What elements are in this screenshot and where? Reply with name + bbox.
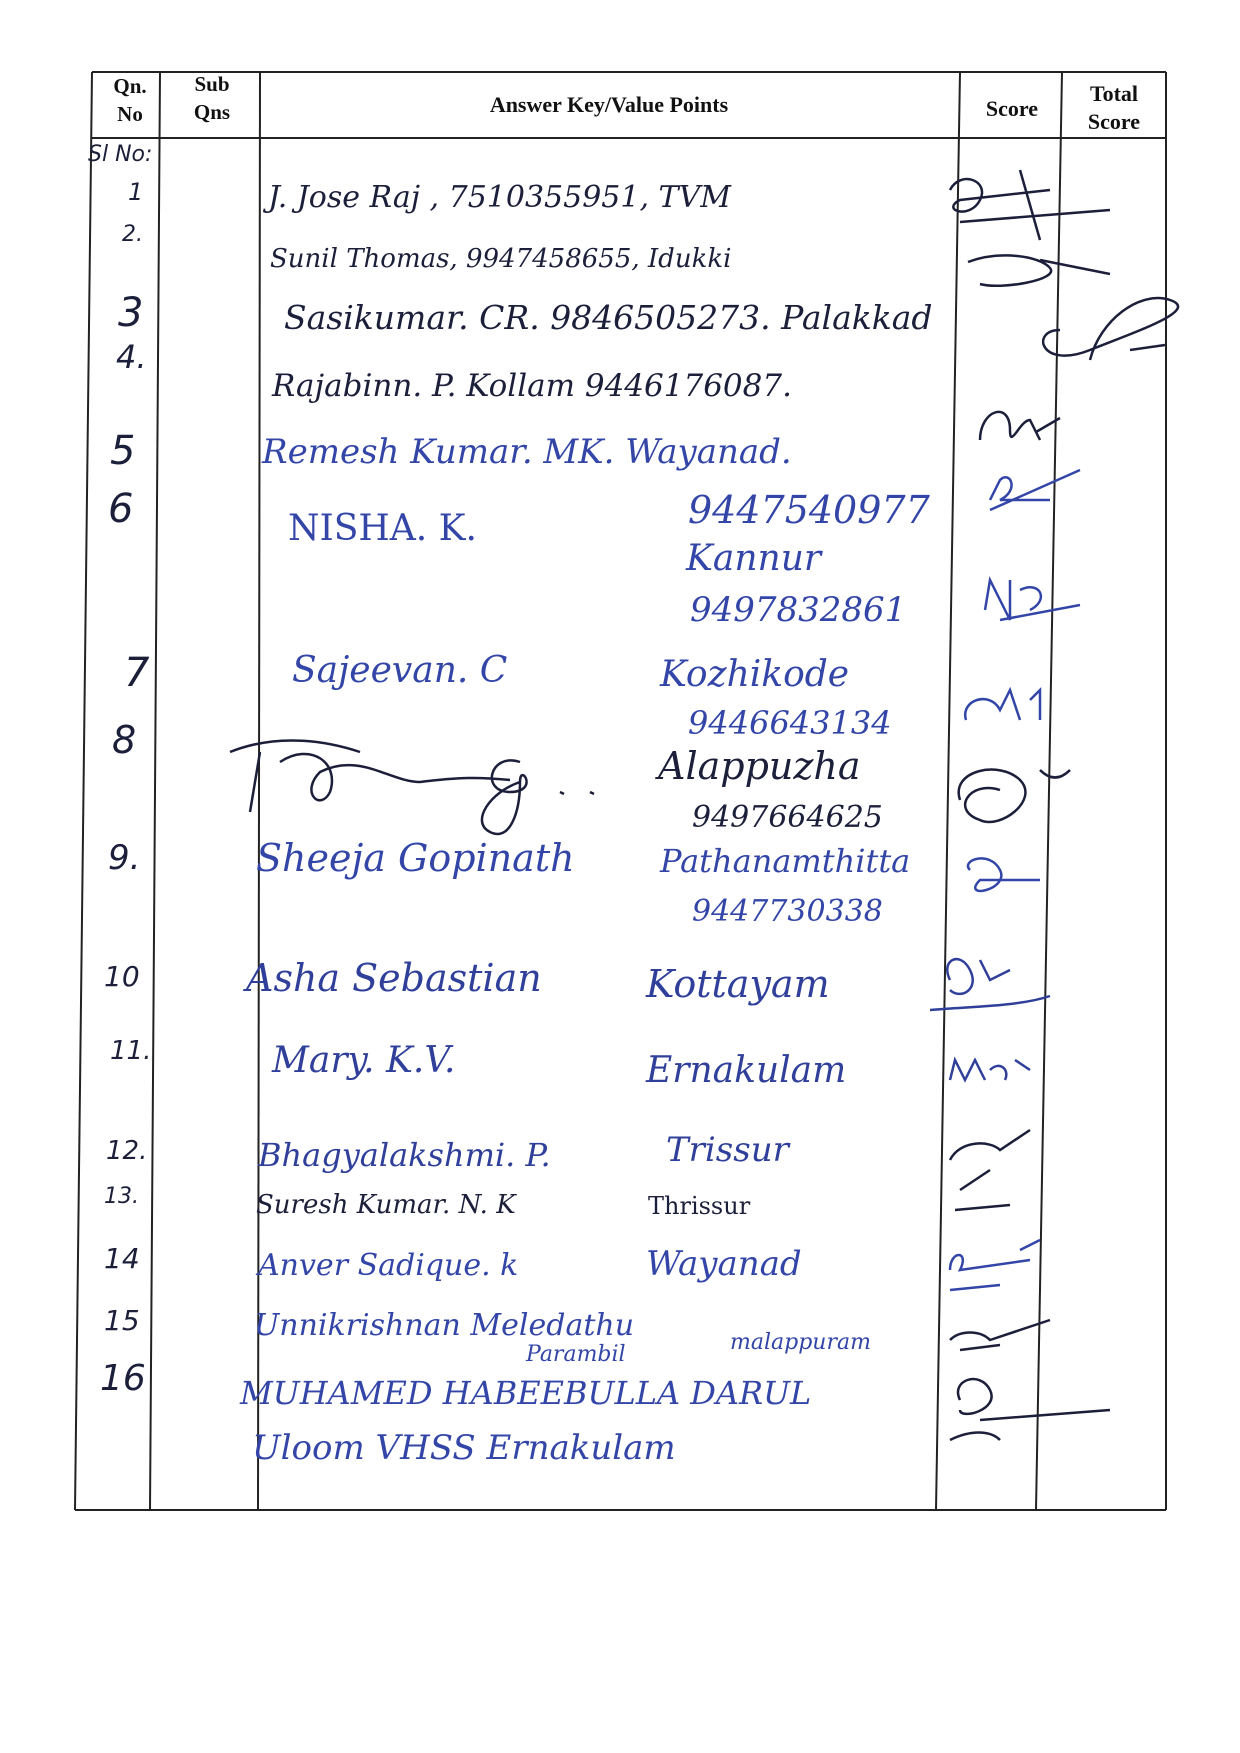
entry-4-text: Rajabinn. P. Kollam 9446176087.: [272, 368, 792, 404]
entry-11-name: Mary. K.V.: [272, 1040, 456, 1081]
row-num-9: 9.: [108, 838, 141, 878]
entry-6-place: Kannur: [686, 538, 822, 579]
entry-6-phone: 9497832861: [690, 590, 907, 630]
entry-15-name: Unnikrishnan Meledathu: [254, 1308, 635, 1343]
entry-15-sub: Parambil: [526, 1342, 626, 1367]
row-num-13: 13.: [104, 1184, 139, 1209]
entry-14-place: Wayanad: [646, 1244, 802, 1284]
signature-3: [1043, 298, 1178, 360]
entry-6-name: NISHA. K.: [288, 508, 477, 549]
signature-10: [930, 959, 1050, 1010]
signature-1: [950, 170, 1110, 240]
entry-13-name: Suresh Kumar. N. K: [256, 1190, 516, 1220]
entry-9-name: Sheeja Gopinath: [256, 836, 575, 880]
entry-10-name: Asha Sebastian: [246, 956, 542, 1000]
signature-9: [968, 858, 1040, 890]
signature-6: [985, 580, 1080, 620]
entry-7-place: Kozhikode: [660, 654, 850, 695]
row-num-12: 12.: [106, 1136, 148, 1166]
header-sub-qns-line2: Qns: [193, 100, 231, 124]
entry-12-name: Bhagyalakshmi. P.: [258, 1136, 551, 1174]
row-num-2: 2.: [122, 222, 143, 247]
row-num-5: 5: [110, 428, 136, 474]
entry-14-name: Anver Sadique. k: [258, 1248, 519, 1283]
signature-7: [965, 690, 1040, 720]
signature-12: [950, 1130, 1030, 1210]
header-total-score-line1: Total: [1089, 81, 1139, 106]
header-qn-no-line2: No: [117, 102, 143, 126]
entry-3-text: Sasikumar. CR. 9846505273. Palakkad: [284, 298, 933, 337]
header-qn-no-line1: Qn.: [113, 74, 147, 98]
entry-10-place: Kottayam: [646, 962, 830, 1006]
header-answer-key: Answer Key/Value Points: [489, 92, 729, 117]
row-num-6: 6: [108, 486, 134, 532]
entry-1-text: J. Jose Raj , 7510355951, TVM: [268, 180, 731, 215]
row-num-4: 4.: [116, 338, 147, 376]
row-num-10: 10: [104, 960, 140, 993]
header-sub-qns-line1: Sub: [194, 72, 230, 96]
entry-16-line2: Uloom VHSS Ernakulam: [252, 1428, 676, 1468]
entry-13-place: Thrissur: [648, 1192, 751, 1220]
entry-6-phone-top: 9447540977: [688, 488, 930, 532]
entry-5-text: Remesh Kumar. MK. Wayanad.: [262, 432, 792, 472]
signature-5: [990, 470, 1080, 510]
row-num-14: 14: [104, 1242, 140, 1275]
entry-16-line1: MUHAMED HABEEBULLA DARUL: [240, 1374, 812, 1412]
sl-no-label: Sl No:: [88, 142, 153, 167]
entry-2-text: Sunil Thomas, 9947458655, Idukki: [270, 244, 732, 274]
signature-2: [968, 255, 1110, 285]
entry-11-place: Ernakulam: [646, 1050, 847, 1091]
row-num-1: 1: [128, 178, 144, 206]
entry-9-phone: 9447730338: [692, 894, 883, 929]
entry-7-name: Sajeevan. C: [292, 650, 508, 691]
entry-15-place: malappuram: [730, 1330, 871, 1355]
header-score: Score: [985, 96, 1039, 121]
row-num-11: 11.: [110, 1036, 152, 1066]
header-total-score-line2: Score: [1087, 109, 1141, 134]
row-num-3: 3: [118, 290, 144, 336]
signature-8: [959, 770, 1070, 822]
row-num-15: 15: [104, 1304, 140, 1337]
signature-11: [950, 1060, 1030, 1080]
signature-13: [950, 1240, 1040, 1290]
signature-15: [950, 1379, 1110, 1440]
entry-8-place: Alappuzha: [658, 744, 861, 788]
signature-14: [950, 1320, 1050, 1350]
signature-4: [980, 412, 1060, 440]
entry-12-place: Trissur: [666, 1130, 789, 1170]
entry-9-place: Pathanamthitta: [660, 842, 911, 880]
entry-7-phone: 9446643134: [688, 704, 892, 742]
row-num-7: 7: [124, 650, 150, 696]
row-num-16: 16: [100, 1358, 146, 1399]
entry-8-phone: 9497664625: [692, 800, 883, 835]
row-num-8: 8: [112, 718, 137, 762]
